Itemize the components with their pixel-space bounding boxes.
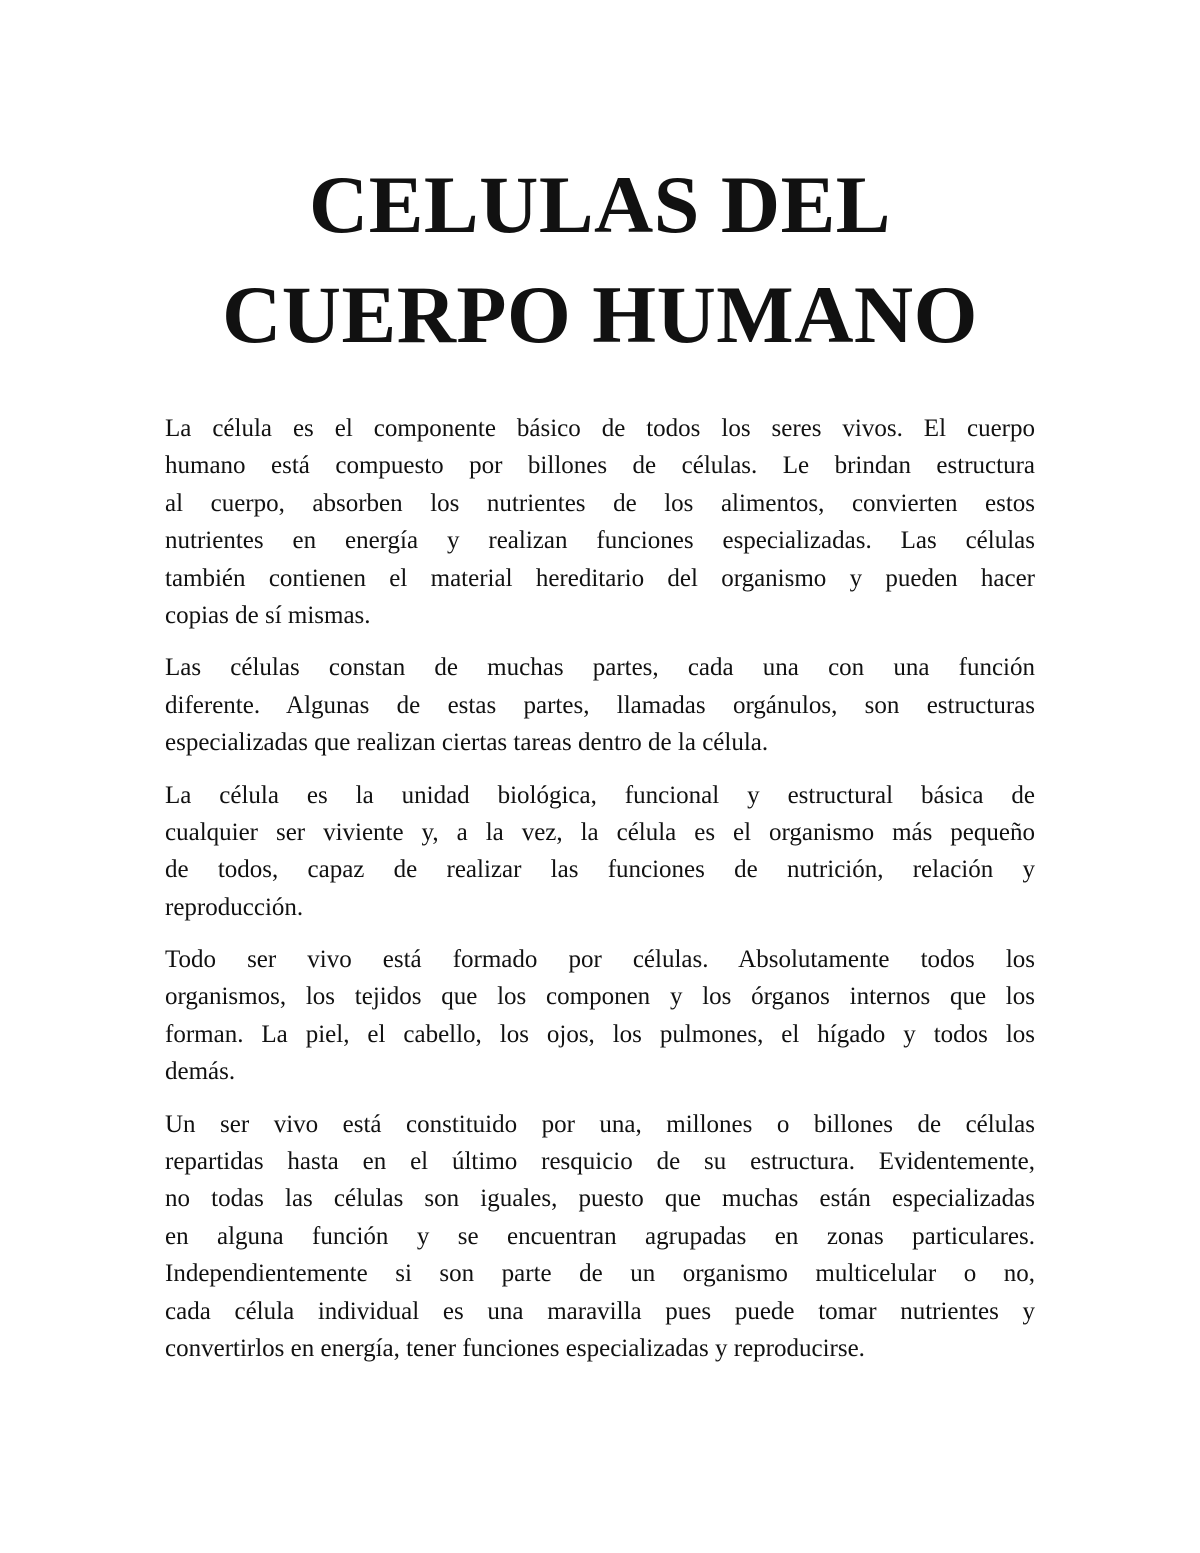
title-line: CELULAS DEL <box>309 159 891 250</box>
paragraph-line: Las células constan de muchas partes, cada una con una función <box>165 654 1035 682</box>
paragraph-line: repartidas hasta en el último resquicio de su estructura. Evidentemente, <box>165 1148 1035 1176</box>
paragraph <box>165 941 1035 1091</box>
paragraph-line: humano está compuesto por billones de células. Le brindan estructura <box>165 452 1035 480</box>
paragraph-line: Un ser vivo está constituido por una, millones o billones de células <box>165 1110 1035 1138</box>
paragraph-line: Todo ser vivo está formado por células. Absolutamente todos los <box>165 946 1035 974</box>
paragraph-line: cada célula individual es una maravilla pues puede tomar nutrientes y <box>165 1297 1035 1325</box>
paragraph-line: organismos, los tejidos que los componen y los órganos internos que los <box>165 983 1035 1011</box>
paragraph-line: en alguna función y se encuentran agrupadas en zonas particulares. <box>165 1222 1035 1250</box>
paragraph-line: especializadas que realizan ciertas tareas dentro de la célula. <box>165 729 769 757</box>
paragraph-line: diferente. Algunas de estas partes, llamadas orgánulos, son estructuras <box>165 691 1035 719</box>
paragraph <box>165 777 1035 927</box>
paragraph-line: nutrientes en energía y realizan funciones especializadas. Las células <box>165 527 1035 555</box>
paragraph-line: Independientemente si son parte de un organismo multicelular o no, <box>165 1260 1035 1288</box>
paragraph-line: reproducción. <box>165 893 304 921</box>
document-body <box>165 410 1035 1382</box>
paragraph-line: forman. La piel, el cabello, los ojos, los pulmones, el hígado y todos los <box>165 1020 1035 1048</box>
paragraph-line: demás. <box>165 1058 236 1086</box>
title-line: CUERPO HUMANO <box>222 269 978 360</box>
paragraph-line: copias de sí mismas. <box>165 601 371 629</box>
paragraph-line: al cuerpo, absorben los nutrientes de los alimentos, convierten estos <box>165 489 1035 517</box>
paragraph-line: también contienen el material hereditario del organismo y pueden hacer <box>165 564 1035 592</box>
paragraph-line: cualquier ser viviente y, a la vez, la célula es el organismo más pequeño <box>165 818 1035 846</box>
paragraph-line: de todos, capaz de realizar las funciones de nutrición, relación y <box>165 856 1035 884</box>
paragraph-line: no todas las células son iguales, puesto que muchas están especializadas <box>165 1185 1035 1213</box>
paragraph-line: La célula es la unidad biológica, funcional y estructural básica de <box>165 781 1035 809</box>
paragraph-line: La célula es el componente básico de todos los seres vivos. El cuerpo <box>165 415 1035 442</box>
paragraph <box>165 1106 1035 1368</box>
paragraph-line: convertirlos en energía, tener funciones especializadas y reproducirse. <box>165 1334 865 1362</box>
document-title <box>0 150 1200 370</box>
paragraph <box>165 410 1035 634</box>
paragraph <box>165 649 1035 761</box>
